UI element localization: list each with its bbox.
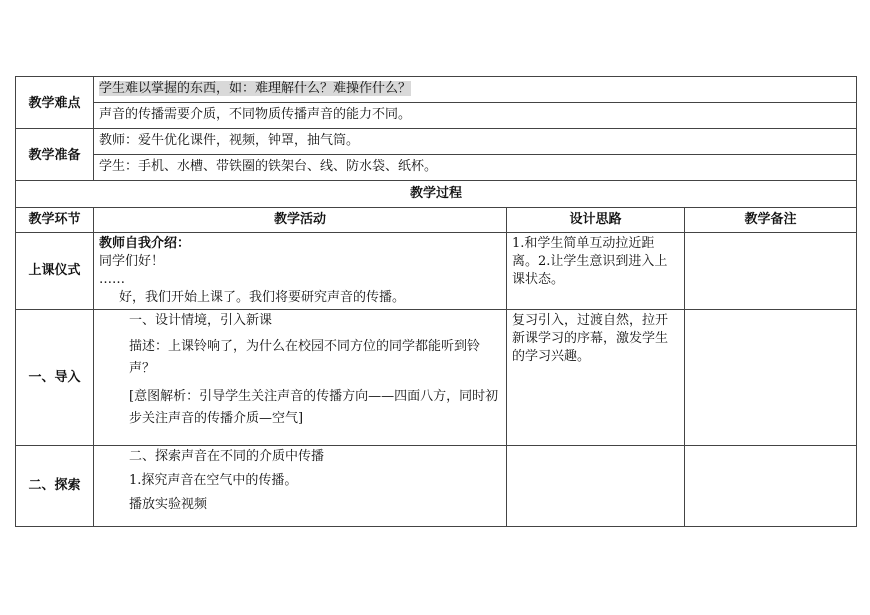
preparation-student-row <box>16 155 857 181</box>
activity-line: 好，我们开始上课了。我们将要研究声音的传播。 <box>119 290 406 305</box>
notes-cell <box>685 310 857 446</box>
preparation-student: 学生：手机、水槽、带铁圈的铁架台、线、防水袋、纸杯。 <box>94 155 857 181</box>
process-title-row <box>16 181 857 208</box>
stage-cell: 一、导入 <box>16 310 94 446</box>
difficulty-row <box>16 77 857 103</box>
activity-cell <box>94 233 507 310</box>
activity-line: 二、探索声音在不同的介质中传播 <box>129 449 325 464</box>
design-cell: 复习引入，过渡自然，拉开新课学习的序幕，激发学生的学习兴趣。 <box>507 310 685 446</box>
table-row <box>16 310 857 446</box>
activity-cell <box>94 446 507 527</box>
difficulty-content: 声音的传播需要介质，不同物质传播声音的能力不同。 <box>94 103 857 129</box>
difficulty-label: 教学难点 <box>16 77 94 129</box>
activity-line: 1.探究声音在空气中的传播。 <box>129 473 298 488</box>
column-header-stage: 教学环节 <box>16 208 94 233</box>
activity-cell <box>94 310 507 446</box>
lesson-plan-document <box>15 76 856 527</box>
stage-cell: 二、探索 <box>16 446 94 527</box>
column-header-row <box>16 208 857 233</box>
notes-cell <box>685 446 857 527</box>
activity-line: 描述：上课铃响了，为什么在校园不同方位的同学都能听到铃声？ <box>129 339 481 376</box>
activity-line: 一、设计情境，引入新课 <box>129 313 273 328</box>
table-row <box>16 446 857 527</box>
lesson-plan-table <box>15 76 857 527</box>
difficulty-content-row <box>16 103 857 129</box>
stage-cell: 上课仪式 <box>16 233 94 310</box>
design-cell <box>507 446 685 527</box>
table-row <box>16 233 857 310</box>
design-cell: 1.和学生简单互动拉近距离。2.让学生意识到进入上课状态。 <box>507 233 685 310</box>
activity-line: 播放实验视频 <box>129 497 208 512</box>
process-title: 教学过程 <box>16 181 857 208</box>
difficulty-highlight: 学生难以掌握的东西，如：难理解什么？难操作什么？ <box>99 81 412 96</box>
column-header-notes: 教学备注 <box>685 208 857 233</box>
preparation-teacher: 教师：爱牛优化课件，视频，钟罩，抽气筒。 <box>94 129 857 155</box>
activity-line: 同学们好！ <box>99 254 165 269</box>
activity-title: 教师自我介绍： <box>99 236 191 251</box>
notes-cell <box>685 233 857 310</box>
activity-line: …… <box>99 272 125 287</box>
column-header-activity: 教学活动 <box>94 208 507 233</box>
preparation-row <box>16 129 857 155</box>
column-header-design: 设计思路 <box>507 208 685 233</box>
preparation-label: 教学准备 <box>16 129 94 181</box>
difficulty-prompt-cell <box>94 77 857 103</box>
activity-line: [意图解析：引导学生关注声音的传播方向——四面八方，同时初步关注声音的传播介质—空气] <box>129 389 499 426</box>
